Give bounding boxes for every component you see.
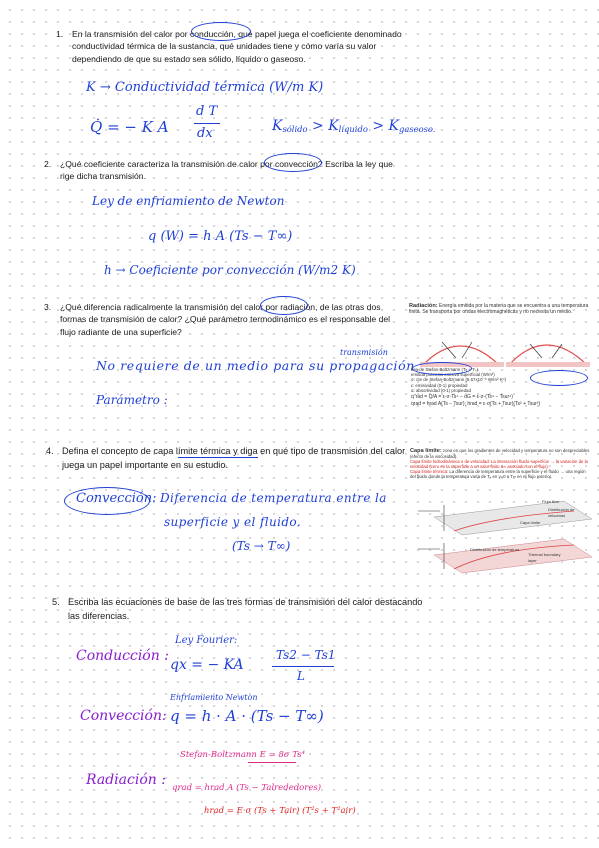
question-4 [46,445,412,472]
fourier-title: Ley Fourier: [175,635,238,646]
convection-label: Convección: [80,708,167,724]
answer-1-line: K → Conductividad térmica (W/m K) [86,80,324,95]
subscript: gaseoso. [398,124,436,134]
question-line: ¿Qué diferencia radicalmente la transmisión del calor por radiación, de las otras dos [60,302,381,312]
question-line: Defina el concepto de capa límite térmica y diga en qué tipo de transmisión del calor [62,446,406,456]
radiation-equation-2: hrad = E·σ (Ts + Tair) (T²s + T²air) [204,806,356,816]
highlight-circle [412,362,472,375]
question-line: rige dicha transmisión. [60,171,146,182]
law-line: α: absortividad (0-1) propiedad [411,387,471,393]
fraction-denominator: dx [197,126,213,141]
radiation-description [409,303,589,315]
fraction-bar [272,666,334,667]
law-line: ε: emisividad (0-1) propiedad [411,382,468,388]
boundary-label: Thermal boundary layer [528,552,561,564]
highlight-circle [264,153,322,172]
boundary-label: Flujo libre [542,499,560,504]
question-number: 1. [56,29,64,39]
conduction-label: Conducción : [76,648,169,664]
question-line: dependiendo de que su estado sea sólido, líquido o gaseoso. [72,53,306,64]
question-line: En la transmisión del calor por conducción, qué papel juega el coeficiente denominado [72,29,402,39]
k-symbol: K [272,118,283,134]
answer-3-above: transmisión [340,348,388,357]
boundary-layer-figure [410,448,590,480]
figure-red-text: Capa límite hidrodinámica o de velocidad: La interacción fluido-superficie → la variación de la velocidad (cero en la superficie a un valor finito u∞ asociado con el flujo). [410,459,588,470]
boundary-label: Distribución de temperatura [470,547,520,552]
subscript: sólido [282,124,308,134]
figure-text: zona en que los gradientes de velocidad y temperatura no son despreciables (efecto de la viscosidad). [410,448,590,460]
question-2 [44,158,420,183]
convection-equation: q = h · A · (Ts − T∞) [170,707,324,725]
highlight-circle [530,370,588,386]
figure-title: Capa límite: [410,448,442,454]
radiation-equation-1: qrad = hrad A (Ts − Talrededores) [172,783,322,793]
question-number: 2. [44,159,52,169]
answer-3-parameter: Parámetro : [96,393,168,407]
answer-4-line: superficie y el fluido. [164,515,302,529]
boundary-label: Distribución de velocidad [548,507,575,519]
answer-4-line: Diferencia de temperatura entre la [160,491,387,505]
law-line: emitida potencia emisiva superficial (W/m²) [411,372,495,378]
fraction-numerator: d T [196,104,218,119]
answer-2-equation: q (W) = h A (Ts − T∞) [148,229,293,244]
highlight-circle [191,22,251,41]
answer-2-law: Ley de enfriamiento de Newton [92,194,285,208]
compare-op: > K [307,118,339,134]
boundary-label: Capa límite [520,520,541,525]
question-5 [52,596,428,623]
answer-3-line: No requiere de un medio para su propagación [96,358,415,373]
question-line: las diferencias. [68,610,130,621]
eq-lhs: Q̇ = − K A [90,118,169,136]
question-3 [44,301,400,338]
question-number: 3. [44,302,52,312]
radiation-label: Radiación : [86,772,166,788]
figure-description [410,448,590,459]
fraction-bar [194,123,220,124]
law-line: Ley de Stefan-Boltzmann (T₂ ≈ Tₛ) [411,367,478,372]
answer-4-line: (Ts → T∞) [232,539,291,553]
answer-4-label: Convección: [76,491,157,506]
conduction-denominator: L [297,669,305,683]
question-line: Escriba las ecuaciones de base de las tres formas de transmisión del calor destacando [68,597,423,607]
figure-text: Energía emitida por la materia que se encuentra a una temperatura finita. Se transporta por ondas electromagnéticas y no necesita un medio. [409,303,589,316]
compare-op: > K [367,118,399,134]
figure-red-label: Capa límite térmica: [410,469,449,475]
underline [248,762,296,763]
question-line: conductividad térmica de la sustancia, qué unidades tiene y cómo varía su valor [72,41,377,52]
conduction-numerator: Ts2 − Ts1 [276,648,336,662]
stefan-boltzmann: Stefan-Boltzmann E = 8σ Ts⁴ [180,750,306,760]
figure-title: Radiación: [409,303,438,309]
figure-text: La diferencia de temperatura entre la superficie y el fluido → una región del fluido donde la temperatura varía de Tₛ en y=0 a T∞ en el flujo exterior. [410,469,586,480]
radiation-figure [409,303,589,315]
law-line: σ: cte de Stefan-Boltzmann (5.67x10⁻⁸ W/m²·K⁴) [411,377,507,383]
radiation-eq-2: qrad = hrad A(Ts − Tsur); hrad = ε·σ(Ts + Tsur)(Ts² + Tsur²) [411,401,541,408]
question-number: 5. [52,597,60,607]
question-line: ¿Qué coeficiente caracteriza la transmisión de calor por convección? Escriba la ley que [60,159,393,169]
conduction-equation: qx = − KA [170,657,244,673]
answer-1-equation [90,118,169,136]
figure-thermal-text [410,469,590,479]
question-line: flujo radiante de una superficie? [60,326,182,337]
question-line: juega un papel importante en su estudio. [62,459,229,470]
subscript: líquido [338,124,368,134]
answer-1-compare [272,118,435,134]
question-number: 4. [46,446,54,456]
answer-2-coefficient: h → Coeficiente por convección (W/m2 K) [104,263,356,277]
radiation-eq-1: q''rad = Q/A = ε·σ·Ts⁴ − αG = ε·σ·(Ts⁴ − Tsur⁴) [411,394,513,401]
highlight-circle [260,296,308,315]
newton-title: Enfriamiento Newton [170,693,258,702]
underline [178,457,258,458]
question-line: formas de transmisión de calor? ¿Qué parámetro termodinámico es el responsable del [60,314,391,325]
